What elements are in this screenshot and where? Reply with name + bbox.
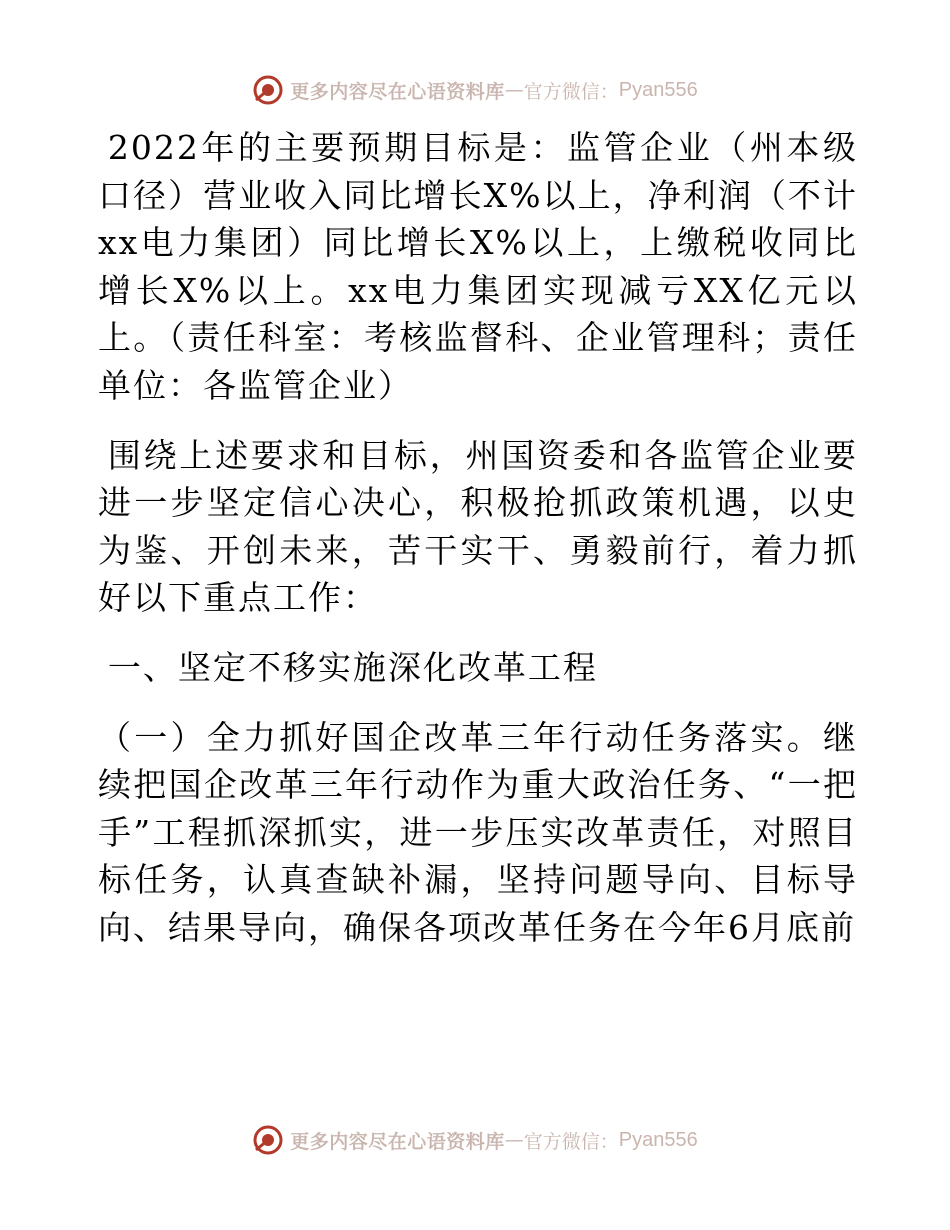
paragraph-targets: 2022年的主要预期目标是：监管企业（州本级口径）营业收入同比增长X%以上，净利润（不计xx电力集团）同比增长X%以上，上缴税收同比增长X%以上。xx电力集团实现减亏XX亿元以上。（责任科室：考核监督科、企业管理科；责任单位：各监管企业） bbox=[98, 128, 858, 405]
paragraph-work-focus: 围绕上述要求和目标，州国资委和各监管企业要进一步坚定信心决心，积极抢抓政策机遇，以史为鉴、开创未来，苦干实干、勇毅前行，着力抓好以下重点工作： bbox=[98, 435, 858, 618]
banner-wechat-label: 官方微信： bbox=[523, 80, 619, 103]
banner-text: 更多内容尽在心语资料库 bbox=[290, 1130, 505, 1153]
section-heading: 一、坚定不移实施深化改革工程 bbox=[107, 647, 598, 687]
paragraph-reform-task: （一）全力抓好国企改革三年行动任务落实。继续把国企改革三年行动作为重大政治任务、“一把手”工程抓深抓实，进一步压实改革责任，对照目标任务，认真查缺补漏，坚持问题导向、目标导向、结果导向，确保各项改革任务在今年6月底前 bbox=[98, 717, 858, 947]
logo-icon bbox=[252, 74, 284, 106]
logo-icon bbox=[252, 1124, 284, 1156]
document-body bbox=[98, 124, 858, 974]
banner-wechat-id: Pyan556 bbox=[618, 78, 698, 101]
header-banner bbox=[0, 70, 950, 110]
banner-wechat-id: Pyan556 bbox=[618, 1128, 698, 1151]
banner-text: 更多内容尽在心语资料库 bbox=[290, 80, 505, 103]
banner-wechat-label: 官方微信： bbox=[523, 1130, 619, 1153]
banner-separator: — bbox=[504, 79, 524, 101]
footer-banner bbox=[0, 1120, 950, 1160]
banner-separator: — bbox=[504, 1129, 524, 1151]
